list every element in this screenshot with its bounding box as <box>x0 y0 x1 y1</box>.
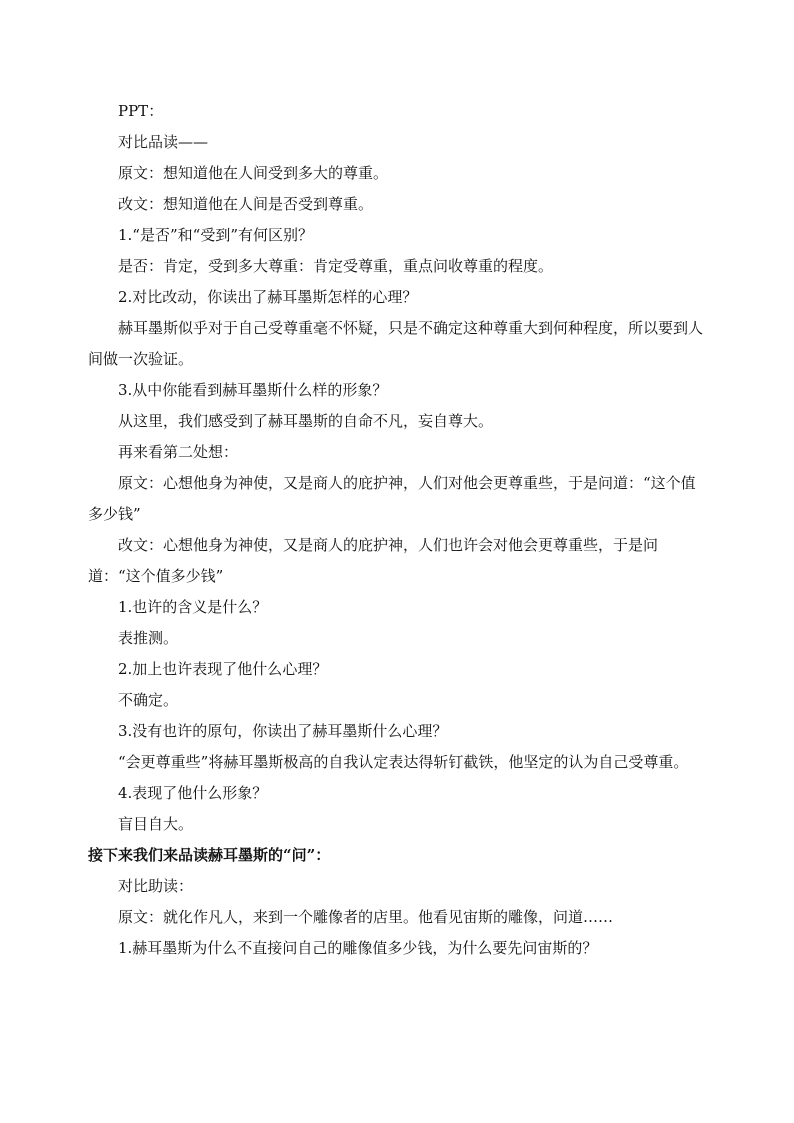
paragraph: 对比助读： <box>118 877 194 895</box>
paragraph: 原文：心想他身为神使，又是商人的庇护神，人们对他会更尊重些，于是问道：“这个值多少钱” <box>88 474 696 523</box>
paragraph: 从这里，我们感受到了赫耳墨斯的自命不凡，妄自尊大。 <box>118 412 494 430</box>
paragraph: 赫耳墨斯似乎对于自己受尊重毫不怀疑，只是不确定这种尊重大到何种程度，所以要到人间做一次验证。 <box>88 319 704 368</box>
section-heading: 接下来我们来品读赫耳墨斯的“问”： <box>88 846 331 864</box>
paragraph: “会更尊重些”将赫耳墨斯极高的自我认定表达得斩钉截铁，他坚定的认为自己受尊重。 <box>118 753 689 771</box>
paragraph: PPT： <box>118 102 164 120</box>
paragraph: 1.赫耳墨斯为什么不直接问自己的雕像值多少钱，为什么要先问宙斯的？ <box>118 939 598 957</box>
paragraph: 4.表现了他什么形象？ <box>118 784 268 802</box>
paragraph: 盲目自大。 <box>118 815 194 833</box>
paragraph: 原文：想知道他在人间受到多大的尊重。 <box>118 164 389 182</box>
paragraph: 再来看第二处想： <box>118 443 239 461</box>
paragraph: 改文：心想他身为神使，又是商人的庇护神，人们也许会对他会更尊重些，于是问道：“这个值多少钱” <box>88 536 659 585</box>
paragraph: 2.加上也许表现了他什么心理？ <box>118 660 328 678</box>
paragraph: 3.从中你能看到赫耳墨斯什么样的形象？ <box>118 381 388 399</box>
paragraph: 是否：肯定，受到多大尊重：肯定受尊重，重点问收尊重的程度。 <box>118 257 554 275</box>
paragraph: 改文：想知道他在人间是否受到尊重。 <box>118 195 374 213</box>
document-body <box>88 96 708 964</box>
paragraph: 不确定。 <box>118 691 179 709</box>
paragraph: 1.也许的含义是什么？ <box>118 598 268 616</box>
paragraph: 原文：就化作凡人，来到一个雕像者的店里。他看见宙斯的雕像，问道…… <box>118 908 614 926</box>
paragraph: 2.对比改动，你读出了赫耳墨斯怎样的心理？ <box>118 288 418 306</box>
paragraph: 表推测。 <box>118 629 179 647</box>
paragraph: 3.没有也许的原句，你读出了赫耳墨斯什么心理？ <box>118 722 448 740</box>
paragraph: 对比品读—— <box>118 133 209 151</box>
paragraph: 1.“是否”和“受到”有何区别？ <box>118 226 313 244</box>
